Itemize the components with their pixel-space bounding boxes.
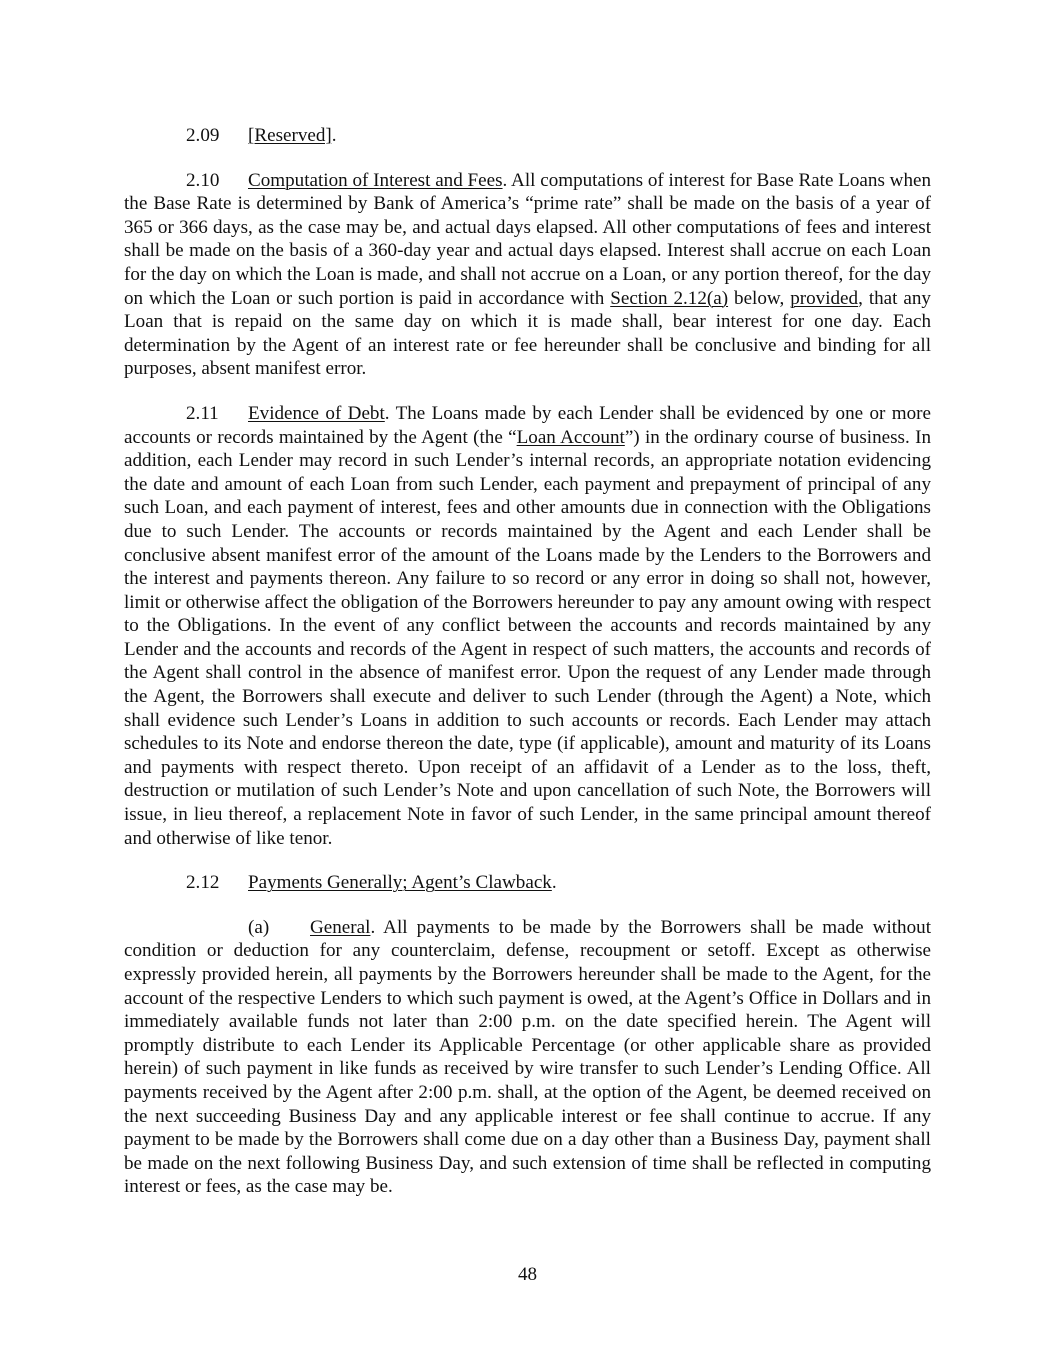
section-cross-reference: Section 2.12(a) bbox=[610, 287, 729, 309]
section-title: Payments Generally; Agent’s Clawback bbox=[248, 872, 552, 894]
document-page bbox=[124, 124, 931, 1220]
section-number: 2.12 bbox=[186, 872, 220, 894]
defined-term-loan-account: Loan Account bbox=[516, 426, 625, 448]
section-text: . The Loans made by each Lender shall be evidenced by one or more accounts or records maintained by the Agent (the “ bbox=[124, 402, 931, 448]
section-text: . All payments to be made by the Borrowers shall be made without condition or deduction for any counterclaim, defense, recoupment or setoff. Except as otherwise expressly provided herein, all payments by the Borrowers hereunder shall be made to the Agent, for the account of the respective Lenders to which such payment is owed, at the Agent’s Office in Dollars and in immediately available funds not later than 2:00 p.m. on the date specified herein. The Agent will promptly distribute to each Lender its Applicable Percentage (or other applicable share as provided herein) of such payment in like funds as received by wire transfer to such Lender’s Lending Office. All payments received by the Agent after 2:00 p.m. shall, at the option of the Agent, be deemed received on the next succeeding Business Day and any applicable interest or fee shall continue to accrue. If any payment to be made by the Borrowers shall come due on a day other than a Business Day, payment shall be made on the next following Business Day, and such extension of time shall be reflected in computing interest or fees, as the case may be. bbox=[124, 916, 931, 1198]
page-number: 48 bbox=[517, 1264, 538, 1285]
section-text: below, bbox=[728, 287, 791, 309]
section-text: ”) in the ordinary course of business. In addition, each Lender may record in such Lender’s internal records, an appropriate notation evidencing the date and amount of each Loan from such Lender, each payment and prepayment of principal of any such Loan, and each payment of interest, fees and other amounts due in connection with the Obligations due to such Lender. The accounts or records maintained by the Agent and each Lender shall be conclusive absent manifest error of the amount of the Loans made by the Lenders to the Borrowers and the interest and payments thereon. Any failure to so record or any error in doing so shall not, however, limit or otherwise affect the obligation of the Borrowers hereunder to pay any amount owing with respect to the Obligations. In the event of any conflict between the accounts and records maintained by any Lender and the accounts and records of the Agent in respect of such matters, the accounts and records of the Agent shall control in the absence of manifest error. Upon the request of any Lender made through the Agent, the Borrowers shall execute and deliver to such Lender (through the Agent) a Note, which shall evidence such Lender’s Loans in addition to such accounts or records. Each Lender may attach schedules to its Note and endorse thereon the date, type (if applicable), amount and maturity of its Loans and payments with respect thereto. Upon receipt of an affidavit of a Lender as to the loss, theft, destruction or mutilation of such Lender’s Note and upon cancellation of such Note, the Borrowers will issue, in lieu thereof, a replacement Note in favor of such Lender, in the same principal amount thereof and otherwise of like tenor. bbox=[124, 426, 931, 849]
section-text: . bbox=[331, 125, 337, 146]
section-text: , that any Loan that is repaid on the same day on which it is made shall, bear interest for one day. Each determination by the Agent of an interest rate or fee hereunder shall be conclusive and binding for all purposes, absent manifest error. bbox=[124, 287, 931, 380]
section-2-09 bbox=[124, 124, 931, 148]
section-title: Computation of Interest and Fees bbox=[248, 169, 503, 191]
section-2-10 bbox=[124, 169, 931, 381]
section-2-12-a bbox=[124, 916, 931, 1199]
subsection-title: General bbox=[310, 916, 371, 938]
section-number: 2.10 bbox=[186, 169, 220, 191]
section-title: Evidence of Debt bbox=[248, 402, 385, 424]
section-number: 2.09 bbox=[186, 125, 220, 146]
section-2-11 bbox=[124, 402, 931, 850]
section-2-12 bbox=[124, 871, 931, 895]
section-number: 2.11 bbox=[186, 402, 219, 424]
section-text: . All computations of interest for Base Rate Loans when the Base Rate is determined by Bank of America’s “prime rate” shall be made on the basis of a year of 365 or 366 days, as the case may be, and actual days elapsed. All other computations of fees and interest shall be made on the basis of a 360-day year and actual days elapsed. Interest shall accrue on each Loan for the day on which the Loan is made, and shall not accrue on a Loan, or any portion thereof, for the day on which the Loan or such portion is paid in accordance with bbox=[124, 169, 932, 309]
subsection-number: (a) bbox=[248, 916, 270, 938]
section-text: . bbox=[551, 872, 557, 894]
section-title: [Reserved] bbox=[248, 125, 332, 146]
provided-term: provided bbox=[790, 287, 859, 309]
